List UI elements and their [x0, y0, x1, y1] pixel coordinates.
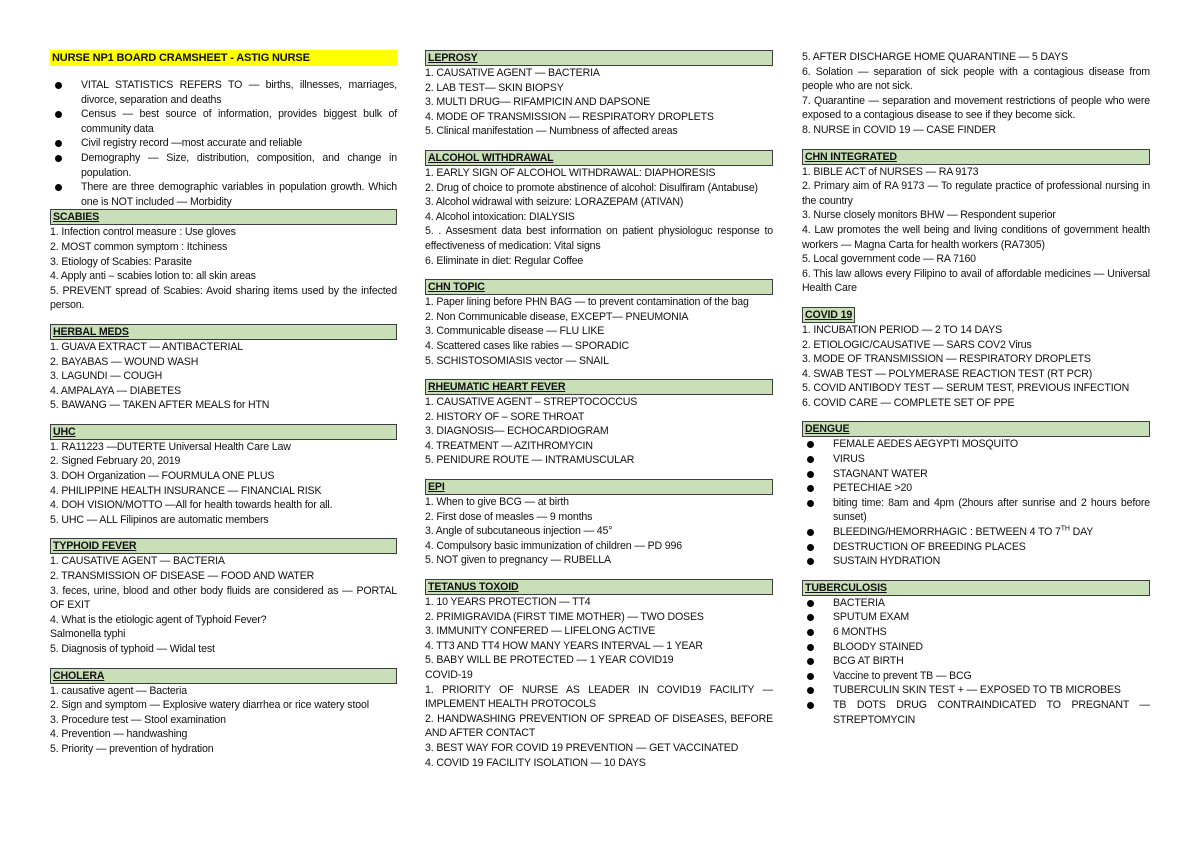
list-item: 3. Angle of subcutaneous injection — 45° [425, 525, 613, 538]
list-item: 3. LAGUNDI — COUGH [50, 370, 163, 383]
section-heading: ALCOHOL WITHDRAWAL [425, 150, 773, 166]
section-heading: COVID 19 [802, 307, 855, 323]
section-alcohol-withdrawal [425, 150, 773, 268]
list-item: BCG AT BIRTH [802, 654, 1150, 669]
list-item: 4. PHILIPPINE HEALTH INSURANCE — FINANCIAL RISK [50, 484, 322, 497]
section-leprosy [425, 50, 773, 139]
list-item: 2. MOST common symptom : Itchiness [50, 240, 228, 253]
list-item: BLOODY STAINED [802, 640, 1150, 655]
list-item: FEMALE AEDES AEGYPTI MOSQUITO [802, 437, 1150, 452]
list-item: 6. Eliminate in diet: Regular Coffee [425, 254, 584, 267]
section-heading: CHN TOPIC [425, 279, 773, 295]
section-chn-integrated [802, 149, 1150, 296]
list-item: 1. Infection control measure : Use gloves [50, 226, 236, 239]
list-item: 4. Scattered cases like rabies — SPORADIC [425, 339, 630, 352]
list-item: 3. DIAGNOSIS— ECHOCARDIOGRAM [425, 425, 609, 438]
bullet-dot-icon [807, 687, 814, 694]
list-item: 2. LAB TEST— SKIN BIOPSY [425, 81, 564, 94]
list-item: 1. CAUSATIVE AGENT — BACTERIA [50, 555, 225, 568]
bullet-dot-icon [807, 471, 814, 478]
section-heading: RHEUMATIC HEART FEVER [425, 379, 773, 395]
list-item: 4. Compulsory basic immunization of children — PD 996 [425, 539, 683, 552]
section-herbal-meds [50, 324, 397, 413]
list-item: 5. AFTER DISCHARGE HOME QUARANTINE — 5 DAYS [802, 51, 1068, 63]
list-item: 2. Signed February 20, 2019 [50, 455, 181, 468]
list-item: 5. PENIDURE ROUTE — INTRAMUSCULAR [425, 454, 635, 467]
list-item: 3. Communicable disease — FLU LIKE [425, 325, 605, 338]
section-epi [425, 479, 773, 568]
list-item: 5. Local government code — RA 7160 [802, 253, 976, 266]
bullet-dot-icon [807, 544, 814, 551]
list-item: 3. MODE OF TRANSMISSION — RESPIRATORY DROPLETS [802, 353, 1091, 366]
list-item: 6 MONTHS [802, 625, 1150, 640]
list-item: TUBERCULIN SKIN TEST + — EXPOSED TO TB MICROBES [802, 683, 1150, 698]
page-title: NURSE NP1 BOARD CRAMSHEET - ASTIG NURSE [50, 50, 397, 66]
list-item: DESTRUCTION OF BREEDING PLACES [802, 540, 1150, 555]
list-item: 5. BAWANG — TAKEN AFTER MEALS for HTN [50, 399, 270, 412]
section-heading: LEPROSY [425, 50, 773, 66]
list-item: SPUTUM EXAM [802, 610, 1150, 625]
list-item: 4. What is the etiologic agent of Typhoid Fever? [50, 613, 267, 626]
list-item: 4. TREATMENT — AZITHROMYCIN [425, 439, 593, 452]
list-item: biting time: 8am and 4pm (2hours after sunrise and 2 hours before sunset) [802, 496, 1150, 525]
section-heading: TYPHOID FEVER [50, 538, 397, 554]
section-heading: TETANUS TOXOID [425, 579, 773, 595]
bullet-dot-icon [807, 644, 814, 651]
section-typhoid-fever [50, 538, 397, 656]
section-heading: SCABIES [50, 209, 397, 225]
list-item: There are three demographic variables in population growth. Which one is NOT included — Morbidity [50, 180, 397, 209]
section-tuberculosis [802, 580, 1150, 727]
section-uhc [50, 424, 397, 528]
list-item: 2. Drug of choice to promote abstinence of alcohol: Disulfiram (Antabuse) [425, 181, 758, 194]
list-item: 1. 10 YEARS PROTECTION — TT4 [425, 596, 591, 609]
list-item: 1. GUAVA EXTRACT — ANTIBACTERIAL [50, 340, 243, 353]
list-item: 5. COVID ANTIBODY TEST — SERUM TEST, PREVIOUS INFECTION [802, 382, 1130, 395]
list-item: Census — best source of information, provides biggest bulk of community data [50, 107, 397, 136]
list-item: 4. TT3 AND TT4 HOW MANY YEARS INTERVAL — 1 YEAR [425, 639, 703, 652]
list-item: 3. MULTI DRUG— RIFAMPICIN AND DAPSONE [425, 96, 650, 109]
list-item: BACTERIA [802, 596, 1150, 611]
list-item: 5. NOT given to pregnancy — RUBELLA [425, 554, 611, 567]
bullet-dot-icon [807, 456, 814, 463]
list-item: 7. Quarantine — separation and movement restrictions of people who were exposed to a contagious disease to see if they become sick. [802, 94, 1150, 122]
section-tetanus-toxoid [425, 579, 773, 770]
list-item: 2. HISTORY OF – SORE THROAT [425, 410, 585, 423]
list-item: 5. BABY WILL BE PROTECTED — 1 YEAR COVID19 [425, 654, 674, 667]
bullet-dot-icon [807, 614, 814, 621]
bullet-dot-icon [807, 658, 814, 665]
bullet-dot-icon [807, 600, 814, 607]
section-heading: EPI [425, 479, 773, 495]
list-item: 5. UHC — ALL Filipinos are automatic members [50, 513, 269, 526]
list-item: 4. DOH VISION/MOTTO —All for health towards health for all. [50, 499, 333, 512]
section-dengue [802, 421, 1150, 568]
column-middle [425, 50, 773, 781]
list-item: 4. Alcohol intoxication: DIALYSIS [425, 210, 575, 223]
section-heading: HERBAL MEDS [50, 324, 397, 340]
section-cholera [50, 668, 397, 757]
list-item: 1. CAUSATIVE AGENT – STREPTOCOCCUS [425, 396, 638, 409]
list-item: STAGNANT WATER [802, 467, 1150, 482]
list-item: TB DOTS DRUG CONTRAINDICATED TO PREGNANT — STREPTOMYCIN [802, 698, 1150, 727]
list-item: 2. ETIOLOGIC/CAUSATIVE — SARS COV2 Virus [802, 338, 1032, 351]
bullet-dot-icon [55, 155, 62, 162]
list-item: 4. MODE OF TRANSMISSION — RESPIRATORY DROPLETS [425, 110, 714, 123]
list-item: 8. NURSE in COVID 19 — CASE FINDER [802, 123, 996, 136]
list-item: 6. Solation — separation of sick people with a contagious disease from people who are not sick. [802, 65, 1150, 93]
bullet-dot-icon [807, 500, 814, 507]
list-item: 3. Alcohol widrawal with seizure: LORAZEPAM (ATIVAN) [425, 196, 684, 209]
bullet-dot-icon [55, 111, 62, 118]
section-covid-19 [802, 307, 1150, 411]
section-heading: TUBERCULOSIS [802, 580, 1150, 596]
bullet-dot-icon [55, 82, 62, 89]
list-item: PETECHIAE >20 [802, 481, 1150, 496]
list-item: 3. feces, urine, blood and other body fluids are considered as — PORTAL OF EXIT [50, 584, 397, 612]
section-covid-continued [802, 50, 1150, 138]
list-item: 2. BAYABAS — WOUND WASH [50, 355, 199, 368]
bullet-dot-icon [807, 558, 814, 565]
list-item: 1. EARLY SIGN OF ALCOHOL WITHDRAWAL: DIAPHORESIS [425, 166, 716, 179]
list-item: 1. BIBLE ACT of NURSES — RA 9173 [802, 165, 979, 178]
list-item: 5. Clinical manifestation — Numbness of affected areas [425, 125, 678, 138]
bullet-dot-icon [807, 702, 814, 709]
list-item: VIRUS [802, 452, 1150, 467]
list-item: 2. HANDWASHING PREVENTION OF SPREAD OF DISEASES, BEFORE AND AFTER CONTACT [425, 712, 773, 740]
section-rheumatic-heart-fever [425, 379, 773, 468]
list-item: 5. SCHISTOSOMIASIS vector — SNAIL [425, 354, 609, 367]
bullet-dot-icon [807, 529, 814, 536]
list-item: 4. COVID 19 FACILITY ISOLATION — 10 DAYS [425, 756, 646, 769]
list-item: 5. Priority — prevention of hydration [50, 742, 214, 755]
list-item: 6. COVID CARE — COMPLETE SET OF PPE [802, 396, 1015, 409]
bullet-dot-icon [807, 441, 814, 448]
list-item: 1. Paper lining before PHN BAG — to prevent contamination of the bag [425, 296, 749, 309]
section-chn-topic [425, 279, 773, 368]
list-item: COVID-19 [425, 669, 473, 681]
list-item: 4. AMPALAYA — DIABETES [50, 384, 181, 397]
section-heading: UHC [50, 424, 397, 440]
list-item: 1. INCUBATION PERIOD — 2 TO 14 DAYS [802, 323, 1003, 336]
list-item: Demography — Size, distribution, composition, and change in population. [50, 151, 397, 180]
list-item: Vaccine to prevent TB — BCG [802, 669, 1150, 684]
section-heading: DENGUE [802, 421, 1150, 437]
list-item: 2. First dose of measles — 9 months [425, 510, 593, 523]
section-heading: CHOLERA [50, 668, 397, 684]
tuberculosis-bullet-list [802, 596, 1150, 727]
column-left [50, 50, 397, 768]
list-item: 4. SWAB TEST — POLYMERASE REACTION TEST (RT PCR) [802, 367, 1093, 380]
list-item: 3. Etiology of Scabies: Parasite [50, 255, 192, 268]
list-item: 2. Non Communicable disease, EXCEPT— PNEUMONIA [425, 310, 689, 323]
list-item: 1. RA11223 —DUTERTE Universal Health Care Law [50, 440, 291, 453]
bullet-dot-icon [807, 485, 814, 492]
section-heading: CHN INTEGRATED [802, 149, 1150, 165]
list-item: 5. PREVENT spread of Scabies: Avoid sharing items used by the infected person. [50, 284, 397, 312]
list-item: BLEEDING/HEMORRHAGIC : BETWEEN 4 TO 7TH DAY [802, 525, 1150, 540]
list-item: 1. causative agent — Bacteria [50, 684, 187, 697]
section-scabies [50, 209, 397, 313]
list-item: 4. Prevention — handwashing [50, 728, 188, 741]
list-item: 1. CAUSATIVE AGENT — BACTERIA [425, 67, 600, 79]
list-item: 2. PRIMIGRAVIDA (FIRST TIME MOTHER) — TWO DOSES [425, 610, 704, 623]
bullet-dot-icon [807, 629, 814, 636]
list-item: 5. Diagnosis of typhoid — Widal test [50, 643, 215, 655]
list-item: 3. Nurse closely monitors BHW — Respondent superior [802, 209, 1056, 222]
intro-bullet-list [50, 78, 397, 209]
list-item: 4. Law promotes the well being and living conditions of government health workers — Magna Carta for health workers (RA7305) [802, 223, 1150, 251]
list-item: 2. Primary aim of RA 9173 — To regulate practice of professional nursing in the country [802, 180, 1150, 207]
dengue-bullet-list [802, 437, 1150, 568]
list-item: 3. BEST WAY FOR COVID 19 PREVENTION — GET VACCINATED [425, 741, 739, 754]
list-item: 3. IMMUNITY CONFERED — LIFELONG ACTIVE [425, 625, 656, 638]
list-item: 2. TRANSMISSION OF DISEASE — FOOD AND WATER [50, 570, 315, 583]
list-item: 3. DOH Organization — FOURMULA ONE PLUS [50, 470, 275, 483]
list-item: 5. . Assesment data best information on patient physiologuc response to effectiveness of medication: Vital signs [425, 225, 773, 252]
list-item: VITAL STATISTICS REFERS TO — births, illnesses, marriages, divorce, separation and deaths [50, 78, 397, 107]
list-item: 2. Sign and symptom — Explosive watery diarrhea or rice watery stool [50, 699, 369, 712]
bullet-dot-icon [55, 184, 62, 191]
list-item: 6. This law allows every Filipino to avail of affordable medicines — Universal Health Care [802, 267, 1150, 295]
list-item: 4. Apply anti – scabies lotion to: all skin areas [50, 270, 256, 283]
list-item: 1. PRIORITY OF NURSE AS LEADER IN COVID19 FACILITY — IMPLEMENT HEALTH PROTOCOLS [425, 683, 773, 711]
list-item: 1. When to give BCG — at birth [425, 496, 569, 509]
bullet-dot-icon [55, 140, 62, 147]
column-right [802, 50, 1150, 738]
list-item: 3. Procedure test — Stool examination [50, 713, 226, 726]
bullet-dot-icon [807, 673, 814, 680]
list-item: Civil registry record —most accurate and reliable [50, 136, 397, 151]
list-item: SUSTAIN HYDRATION [802, 554, 1150, 569]
list-item: Salmonella typhi [50, 628, 126, 641]
